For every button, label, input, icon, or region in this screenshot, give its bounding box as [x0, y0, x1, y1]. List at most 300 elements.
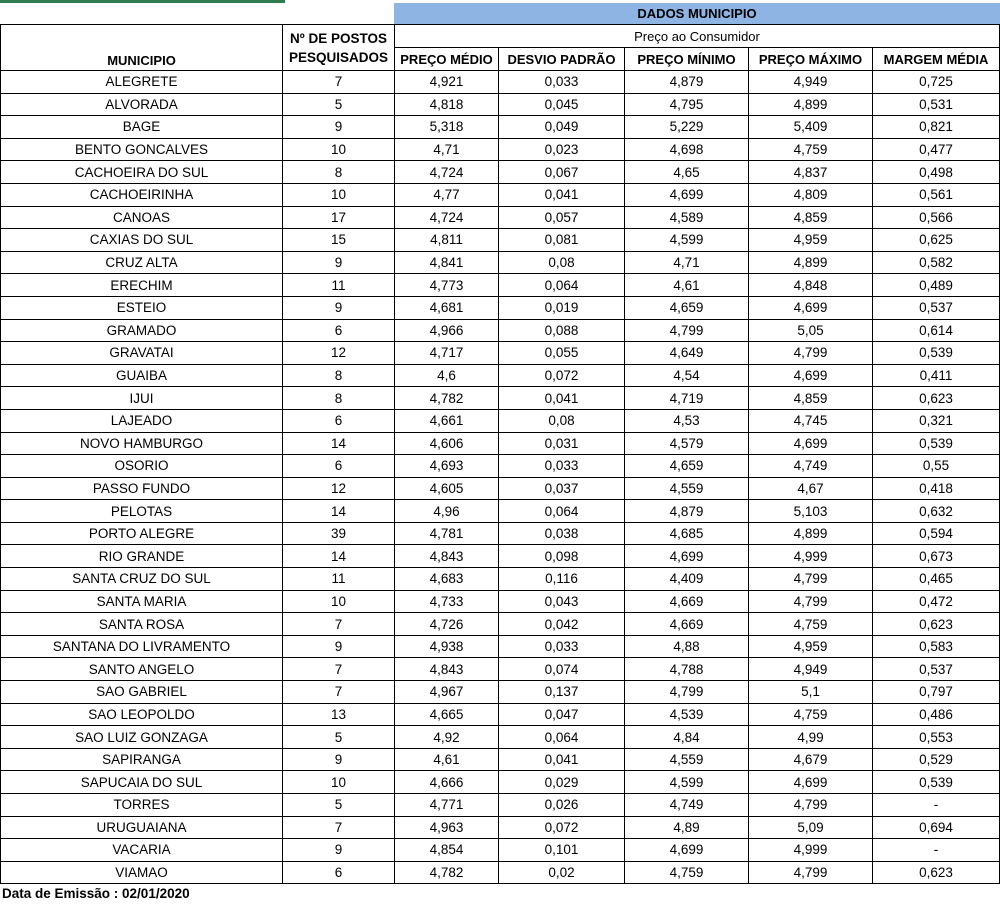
preco-maximo-header: PREÇO MÁXIMO — [749, 48, 873, 71]
preco-minimo-cell: 4,559 — [625, 748, 749, 771]
municipio-cell: SAO LEOPOLDO — [1, 703, 283, 726]
municipio-cell: GRAMADO — [1, 319, 283, 342]
municipio-cell: URUGUAIANA — [1, 816, 283, 839]
table-row — [1, 748, 1000, 771]
postos-cell: 6 — [283, 409, 395, 432]
postos-header — [283, 25, 395, 71]
preco-medio-cell: 4,681 — [395, 296, 499, 319]
postos-cell: 8 — [283, 364, 395, 387]
municipio-cell: ERECHIM — [1, 274, 283, 297]
margem-media-cell: 0,489 — [873, 274, 1000, 297]
postos-cell: 9 — [283, 839, 395, 862]
preco-maximo-cell: 4,837 — [749, 161, 873, 184]
desvio-padrao-cell: 0,08 — [499, 409, 625, 432]
preco-minimo-cell: 4,53 — [625, 409, 749, 432]
postos-cell: 6 — [283, 861, 395, 884]
postos-cell: 9 — [283, 251, 395, 274]
margem-media-cell: 0,614 — [873, 319, 1000, 342]
preco-maximo-cell: 4,699 — [749, 771, 873, 794]
margem-media-cell: 0,539 — [873, 432, 1000, 455]
margem-media-cell: 0,472 — [873, 590, 1000, 613]
preco-maximo-cell: 4,848 — [749, 274, 873, 297]
preco-medio-cell: 4,71 — [395, 138, 499, 161]
table-row — [1, 296, 1000, 319]
preco-maximo-cell: 4,759 — [749, 138, 873, 161]
preco-minimo-cell: 4,799 — [625, 681, 749, 704]
preco-maximo-cell: 4,949 — [749, 658, 873, 681]
preco-maximo-cell: 4,799 — [749, 794, 873, 817]
municipio-cell: SANTA MARIA — [1, 590, 283, 613]
preco-medio-cell: 4,724 — [395, 161, 499, 184]
preco-medio-cell: 5,318 — [395, 116, 499, 139]
preco-minimo-cell: 4,599 — [625, 771, 749, 794]
postos-cell: 10 — [283, 138, 395, 161]
margem-media-cell: 0,531 — [873, 93, 1000, 116]
desvio-padrao-cell: 0,074 — [499, 658, 625, 681]
table-row — [1, 861, 1000, 884]
table-row — [1, 568, 1000, 591]
preco-minimo-cell: 4,65 — [625, 161, 749, 184]
desvio-padrao-cell: 0,101 — [499, 839, 625, 862]
table-row — [1, 183, 1000, 206]
table-row — [1, 613, 1000, 636]
preco-minimo-cell: 4,788 — [625, 658, 749, 681]
table-row — [1, 71, 1000, 94]
preco-minimo-cell: 4,61 — [625, 274, 749, 297]
preco-medio-cell: 4,818 — [395, 93, 499, 116]
desvio-padrao-cell: 0,041 — [499, 748, 625, 771]
preco-minimo-cell: 4,685 — [625, 522, 749, 545]
postos-cell: 5 — [283, 726, 395, 749]
table-row — [1, 658, 1000, 681]
municipio-cell: CANOAS — [1, 206, 283, 229]
postos-header-line2: PESQUISADOS — [288, 49, 389, 65]
postos-cell: 14 — [283, 500, 395, 523]
municipio-cell: GUAIBA — [1, 364, 283, 387]
postos-cell: 7 — [283, 613, 395, 636]
postos-cell: 7 — [283, 816, 395, 839]
preco-minimo-header: PREÇO MÍNIMO — [625, 48, 749, 71]
preco-medio-cell: 4,921 — [395, 71, 499, 94]
preco-maximo-cell: 5,09 — [749, 816, 873, 839]
preco-maximo-cell: 4,959 — [749, 635, 873, 658]
municipio-cell: LAJEADO — [1, 409, 283, 432]
preco-minimo-cell: 4,879 — [625, 500, 749, 523]
preco-maximo-cell: 4,699 — [749, 364, 873, 387]
postos-cell: 5 — [283, 794, 395, 817]
postos-cell: 10 — [283, 771, 395, 794]
table-row — [1, 545, 1000, 568]
preco-maximo-cell: 4,859 — [749, 387, 873, 410]
table-row — [1, 319, 1000, 342]
municipio-cell: SAO LUIZ GONZAGA — [1, 726, 283, 749]
margem-media-cell: 0,486 — [873, 703, 1000, 726]
municipio-cell: IJUI — [1, 387, 283, 410]
preco-medio-cell: 4,661 — [395, 409, 499, 432]
postos-cell: 11 — [283, 568, 395, 591]
margem-media-cell: 0,583 — [873, 635, 1000, 658]
margem-media-cell: 0,566 — [873, 206, 1000, 229]
desvio-padrao-cell: 0,047 — [499, 703, 625, 726]
desvio-padrao-cell: 0,064 — [499, 500, 625, 523]
table-row — [1, 477, 1000, 500]
preco-minimo-cell: 4,799 — [625, 319, 749, 342]
preco-maximo-cell: 5,1 — [749, 681, 873, 704]
postos-cell: 14 — [283, 545, 395, 568]
preco-maximo-cell: 4,745 — [749, 409, 873, 432]
preco-minimo-cell: 4,719 — [625, 387, 749, 410]
municipio-cell: SAO GABRIEL — [1, 681, 283, 704]
municipio-cell: PELOTAS — [1, 500, 283, 523]
desvio-padrao-cell: 0,137 — [499, 681, 625, 704]
table-row — [1, 500, 1000, 523]
table-row — [1, 794, 1000, 817]
preco-maximo-cell: 4,699 — [749, 296, 873, 319]
desvio-padrao-cell: 0,045 — [499, 93, 625, 116]
preco-medio-cell: 4,605 — [395, 477, 499, 500]
preco-medio-cell: 4,726 — [395, 613, 499, 636]
preco-minimo-cell: 4,669 — [625, 613, 749, 636]
municipio-cell: SANTANA DO LIVRAMENTO — [1, 635, 283, 658]
desvio-padrao-header: DESVIO PADRÃO — [499, 48, 625, 71]
margem-media-cell: 0,623 — [873, 613, 1000, 636]
preco-medio-cell: 4,843 — [395, 658, 499, 681]
margem-media-cell: 0,582 — [873, 251, 1000, 274]
desvio-padrao-cell: 0,088 — [499, 319, 625, 342]
preco-maximo-cell: 4,67 — [749, 477, 873, 500]
municipio-cell: VIAMAO — [1, 861, 283, 884]
preco-maximo-cell: 5,409 — [749, 116, 873, 139]
table-body — [1, 71, 1000, 884]
preco-minimo-cell: 4,879 — [625, 71, 749, 94]
preco-medio-cell: 4,841 — [395, 251, 499, 274]
margem-media-cell: 0,321 — [873, 409, 1000, 432]
table-row — [1, 387, 1000, 410]
table-row — [1, 839, 1000, 862]
municipio-cell: SANTO ANGELO — [1, 658, 283, 681]
preco-minimo-cell: 4,698 — [625, 138, 749, 161]
margem-media-cell: 0,632 — [873, 500, 1000, 523]
municipio-cell: SAPUCAIA DO SUL — [1, 771, 283, 794]
desvio-padrao-cell: 0,026 — [499, 794, 625, 817]
table-row — [1, 138, 1000, 161]
preco-maximo-cell: 4,999 — [749, 839, 873, 862]
desvio-padrao-cell: 0,081 — [499, 229, 625, 252]
desvio-padrao-cell: 0,041 — [499, 387, 625, 410]
municipio-cell: ALVORADA — [1, 93, 283, 116]
preco-minimo-cell: 4,71 — [625, 251, 749, 274]
green-accent-bar — [0, 0, 285, 3]
municipio-cell: ALEGRETE — [1, 71, 283, 94]
desvio-padrao-cell: 0,031 — [499, 432, 625, 455]
preco-medio-cell: 4,811 — [395, 229, 499, 252]
margem-media-cell: 0,55 — [873, 455, 1000, 478]
desvio-padrao-cell: 0,033 — [499, 635, 625, 658]
preco-minimo-cell: 4,699 — [625, 545, 749, 568]
postos-cell: 9 — [283, 748, 395, 771]
municipio-cell: RIO GRANDE — [1, 545, 283, 568]
preco-medio-cell: 4,92 — [395, 726, 499, 749]
margem-media-cell: 0,673 — [873, 545, 1000, 568]
desvio-padrao-cell: 0,033 — [499, 455, 625, 478]
table-row — [1, 364, 1000, 387]
municipio-cell: CACHOEIRA DO SUL — [1, 161, 283, 184]
margem-media-cell: 0,418 — [873, 477, 1000, 500]
preco-minimo-cell: 4,659 — [625, 296, 749, 319]
margem-media-cell: 0,411 — [873, 364, 1000, 387]
table-row — [1, 590, 1000, 613]
margem-media-cell: 0,537 — [873, 296, 1000, 319]
preco-medio-cell: 4,733 — [395, 590, 499, 613]
postos-cell: 15 — [283, 229, 395, 252]
preco-medio-cell: 4,666 — [395, 771, 499, 794]
margem-media-cell: 0,539 — [873, 771, 1000, 794]
preco-maximo-cell: 4,759 — [749, 703, 873, 726]
postos-cell: 12 — [283, 342, 395, 365]
postos-header-line1: Nº DE POSTOS — [290, 30, 387, 46]
margem-media-cell: 0,623 — [873, 387, 1000, 410]
municipio-cell: OSORIO — [1, 455, 283, 478]
municipio-cell: SAPIRANGA — [1, 748, 283, 771]
desvio-padrao-cell: 0,041 — [499, 183, 625, 206]
table-row — [1, 771, 1000, 794]
municipio-cell: SANTA ROSA — [1, 613, 283, 636]
desvio-padrao-cell: 0,029 — [499, 771, 625, 794]
preco-medio-cell: 4,781 — [395, 522, 499, 545]
preco-maximo-cell: 4,999 — [749, 545, 873, 568]
preco-medio-cell: 4,724 — [395, 206, 499, 229]
postos-cell: 8 — [283, 161, 395, 184]
preco-minimo-cell: 4,669 — [625, 590, 749, 613]
desvio-padrao-cell: 0,098 — [499, 545, 625, 568]
preco-minimo-cell: 4,599 — [625, 229, 749, 252]
table-row — [1, 251, 1000, 274]
preco-maximo-cell: 4,809 — [749, 183, 873, 206]
table-row — [1, 229, 1000, 252]
margem-media-cell: 0,725 — [873, 71, 1000, 94]
municipio-header: MUNICIPIO — [1, 25, 283, 71]
preco-minimo-cell: 4,749 — [625, 794, 749, 817]
preco-medio-cell: 4,773 — [395, 274, 499, 297]
desvio-padrao-cell: 0,08 — [499, 251, 625, 274]
preco-maximo-cell: 4,959 — [749, 229, 873, 252]
margem-media-cell: - — [873, 839, 1000, 862]
municipio-cell: CAXIAS DO SUL — [1, 229, 283, 252]
postos-cell: 10 — [283, 590, 395, 613]
margem-media-cell: 0,561 — [873, 183, 1000, 206]
postos-cell: 9 — [283, 116, 395, 139]
preco-minimo-cell: 4,54 — [625, 364, 749, 387]
margem-media-cell: 0,797 — [873, 681, 1000, 704]
margem-media-cell: 0,821 — [873, 116, 1000, 139]
margem-media-header: MARGEM MÉDIA — [873, 48, 1000, 71]
postos-cell: 5 — [283, 93, 395, 116]
margem-media-cell: 0,625 — [873, 229, 1000, 252]
table-row — [1, 681, 1000, 704]
margem-media-cell: 0,539 — [873, 342, 1000, 365]
preco-medio-cell: 4,6 — [395, 364, 499, 387]
preco-minimo-cell: 4,559 — [625, 477, 749, 500]
preco-maximo-cell: 4,799 — [749, 568, 873, 591]
municipio-cell: PASSO FUNDO — [1, 477, 283, 500]
desvio-padrao-cell: 0,064 — [499, 726, 625, 749]
desvio-padrao-cell: 0,037 — [499, 477, 625, 500]
top-strip — [0, 0, 1000, 24]
preco-maximo-cell: 4,799 — [749, 342, 873, 365]
preco-minimo-cell: 4,795 — [625, 93, 749, 116]
preco-medio-cell: 4,938 — [395, 635, 499, 658]
municipio-cell: SANTA CRUZ DO SUL — [1, 568, 283, 591]
preco-minimo-cell: 4,409 — [625, 568, 749, 591]
table-row — [1, 432, 1000, 455]
desvio-padrao-cell: 0,072 — [499, 364, 625, 387]
preco-maximo-cell: 4,99 — [749, 726, 873, 749]
preco-maximo-cell: 4,799 — [749, 861, 873, 884]
table-row — [1, 342, 1000, 365]
preco-medio-cell: 4,61 — [395, 748, 499, 771]
preco-medio-cell: 4,771 — [395, 794, 499, 817]
table-row — [1, 93, 1000, 116]
preco-minimo-cell: 4,539 — [625, 703, 749, 726]
emission-date: Data de Emissão : 02/01/2020 — [2, 886, 190, 901]
desvio-padrao-cell: 0,055 — [499, 342, 625, 365]
desvio-padrao-cell: 0,072 — [499, 816, 625, 839]
margem-media-cell: 0,477 — [873, 138, 1000, 161]
preco-maximo-cell: 4,899 — [749, 251, 873, 274]
table-row — [1, 703, 1000, 726]
postos-cell: 8 — [283, 387, 395, 410]
preco-medio-cell: 4,96 — [395, 500, 499, 523]
table-row — [1, 455, 1000, 478]
postos-cell: 17 — [283, 206, 395, 229]
margem-media-cell: 0,623 — [873, 861, 1000, 884]
municipio-cell: ESTEIO — [1, 296, 283, 319]
preco-maximo-cell: 4,899 — [749, 93, 873, 116]
desvio-padrao-cell: 0,042 — [499, 613, 625, 636]
municipio-cell: BAGE — [1, 116, 283, 139]
dados-municipio-header: DADOS MUNICIPIO — [394, 3, 1000, 25]
preco-medio-cell: 4,966 — [395, 319, 499, 342]
postos-cell: 6 — [283, 455, 395, 478]
table-row — [1, 726, 1000, 749]
preco-maximo-cell: 4,749 — [749, 455, 873, 478]
desvio-padrao-cell: 0,049 — [499, 116, 625, 139]
postos-cell: 9 — [283, 296, 395, 319]
preco-minimo-cell: 4,649 — [625, 342, 749, 365]
postos-cell: 6 — [283, 319, 395, 342]
preco-maximo-cell: 4,679 — [749, 748, 873, 771]
desvio-padrao-cell: 0,038 — [499, 522, 625, 545]
municipio-cell: CACHOEIRINHA — [1, 183, 283, 206]
preco-minimo-cell: 4,89 — [625, 816, 749, 839]
postos-cell: 39 — [283, 522, 395, 545]
preco-maximo-cell: 4,799 — [749, 590, 873, 613]
table-row — [1, 816, 1000, 839]
municipio-cell: BENTO GONCALVES — [1, 138, 283, 161]
preco-maximo-cell: 5,05 — [749, 319, 873, 342]
preco-maximo-cell: 4,949 — [749, 71, 873, 94]
table-row — [1, 274, 1000, 297]
postos-cell: 7 — [283, 658, 395, 681]
desvio-padrao-cell: 0,043 — [499, 590, 625, 613]
postos-cell: 10 — [283, 183, 395, 206]
postos-cell: 7 — [283, 681, 395, 704]
postos-cell: 9 — [283, 635, 395, 658]
preco-medio-cell: 4,693 — [395, 455, 499, 478]
postos-cell: 7 — [283, 71, 395, 94]
table-row — [1, 409, 1000, 432]
preco-medio-cell: 4,782 — [395, 387, 499, 410]
price-table — [0, 24, 1000, 884]
desvio-padrao-cell: 0,023 — [499, 138, 625, 161]
municipio-cell: PORTO ALEGRE — [1, 522, 283, 545]
preco-minimo-cell: 4,759 — [625, 861, 749, 884]
preco-maximo-cell: 4,699 — [749, 432, 873, 455]
margem-media-cell: 0,537 — [873, 658, 1000, 681]
table-row — [1, 116, 1000, 139]
municipio-cell: TORRES — [1, 794, 283, 817]
desvio-padrao-cell: 0,033 — [499, 71, 625, 94]
margem-media-cell: - — [873, 794, 1000, 817]
preco-minimo-cell: 4,579 — [625, 432, 749, 455]
preco-medio-cell: 4,854 — [395, 839, 499, 862]
preco-medio-cell: 4,963 — [395, 816, 499, 839]
preco-minimo-cell: 4,659 — [625, 455, 749, 478]
preco-minimo-cell: 4,84 — [625, 726, 749, 749]
postos-cell: 14 — [283, 432, 395, 455]
desvio-padrao-cell: 0,02 — [499, 861, 625, 884]
preco-minimo-cell: 4,589 — [625, 206, 749, 229]
table-row — [1, 206, 1000, 229]
municipio-cell: GRAVATAI — [1, 342, 283, 365]
municipio-cell: NOVO HAMBURGO — [1, 432, 283, 455]
preco-maximo-cell: 4,759 — [749, 613, 873, 636]
municipio-cell: CRUZ ALTA — [1, 251, 283, 274]
preco-maximo-cell: 4,859 — [749, 206, 873, 229]
table-row — [1, 161, 1000, 184]
preco-medio-cell: 4,717 — [395, 342, 499, 365]
desvio-padrao-cell: 0,064 — [499, 274, 625, 297]
preco-medio-cell: 4,606 — [395, 432, 499, 455]
margem-media-cell: 0,465 — [873, 568, 1000, 591]
postos-cell: 13 — [283, 703, 395, 726]
preco-medio-cell: 4,967 — [395, 681, 499, 704]
desvio-padrao-cell: 0,057 — [499, 206, 625, 229]
preco-medio-cell: 4,782 — [395, 861, 499, 884]
desvio-padrao-cell: 0,019 — [499, 296, 625, 319]
preco-medio-cell: 4,665 — [395, 703, 499, 726]
margem-media-cell: 0,529 — [873, 748, 1000, 771]
margem-media-cell: 0,694 — [873, 816, 1000, 839]
preco-minimo-cell: 4,699 — [625, 839, 749, 862]
preco-medio-cell: 4,843 — [395, 545, 499, 568]
preco-medio-cell: 4,683 — [395, 568, 499, 591]
margem-media-cell: 0,553 — [873, 726, 1000, 749]
margem-media-cell: 0,594 — [873, 522, 1000, 545]
table-row — [1, 522, 1000, 545]
municipio-cell: VACARIA — [1, 839, 283, 862]
postos-cell: 12 — [283, 477, 395, 500]
postos-cell: 11 — [283, 274, 395, 297]
desvio-padrao-cell: 0,067 — [499, 161, 625, 184]
preco-maximo-cell: 4,899 — [749, 522, 873, 545]
preco-consumidor-header: Preço ao Consumidor — [395, 25, 1000, 48]
preco-maximo-cell: 5,103 — [749, 500, 873, 523]
desvio-padrao-cell: 0,116 — [499, 568, 625, 591]
margem-media-cell: 0,498 — [873, 161, 1000, 184]
preco-minimo-cell: 4,88 — [625, 635, 749, 658]
preco-medio-header: PREÇO MÉDIO — [395, 48, 499, 71]
